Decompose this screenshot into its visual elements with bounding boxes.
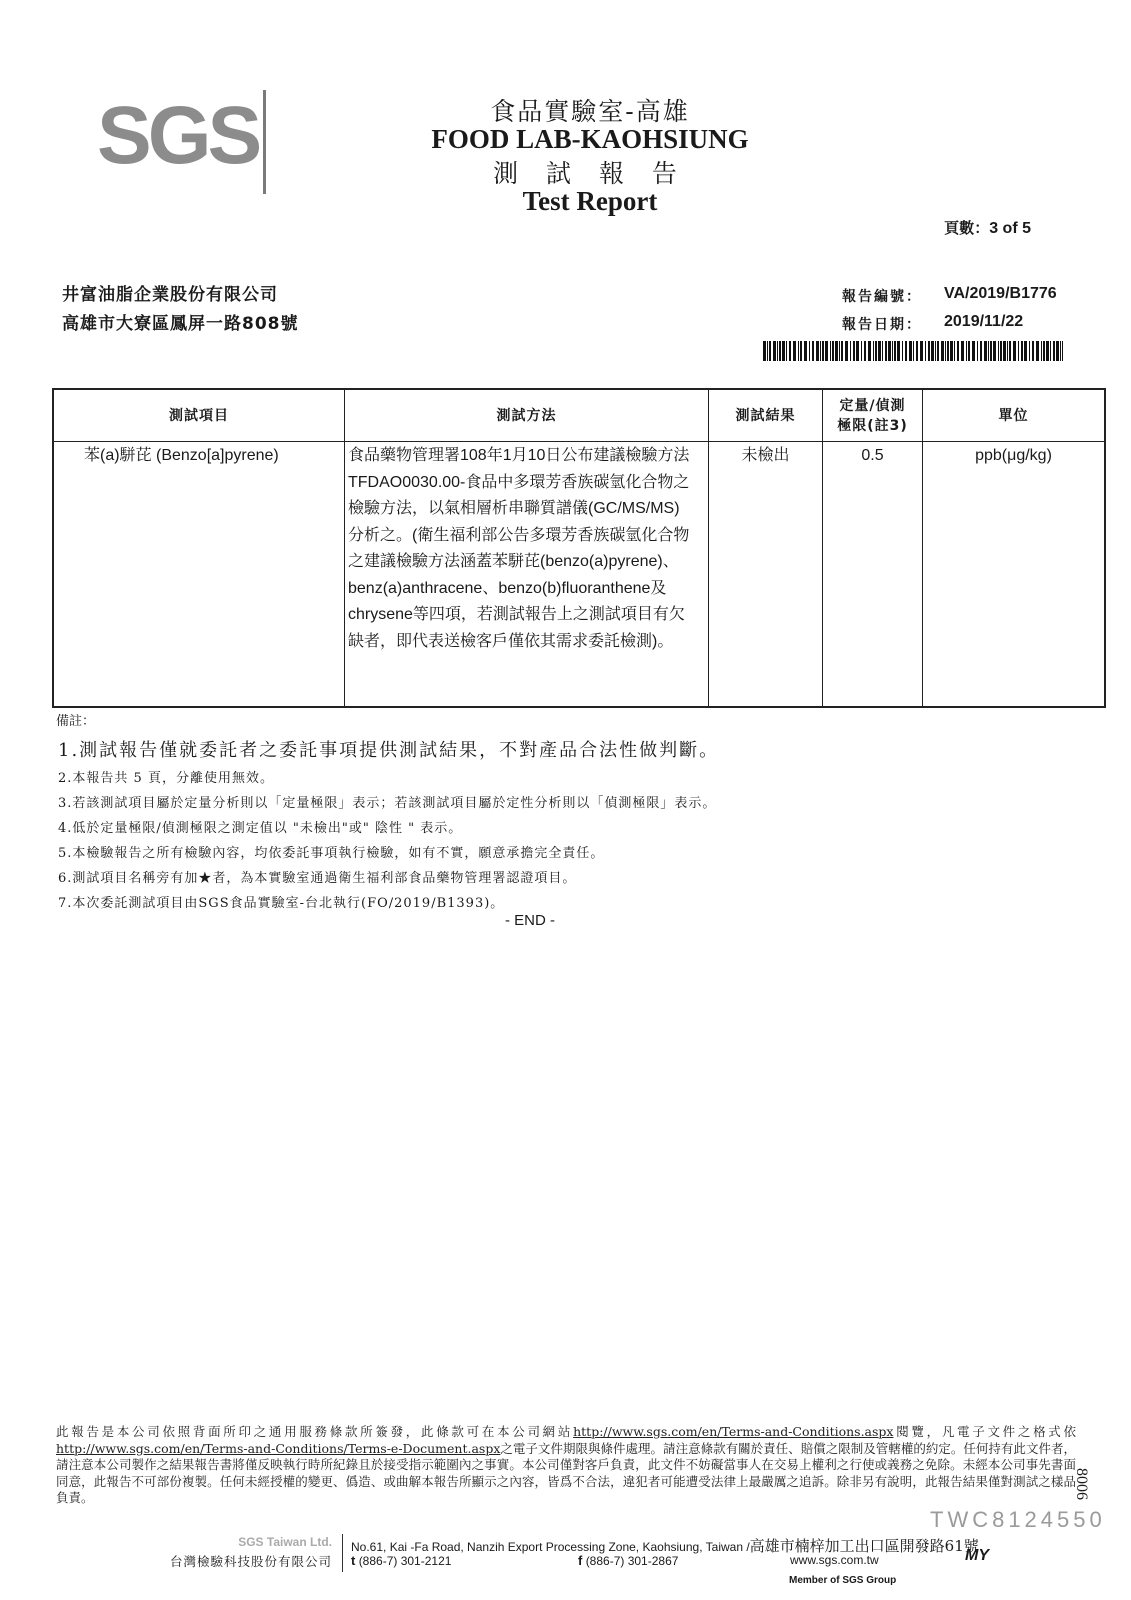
company-phone <box>351 1553 451 1568</box>
barcode-bar <box>920 341 923 361</box>
barcode-bar <box>928 341 930 361</box>
page-label: 頁數 <box>944 219 975 237</box>
header-method: 測試方法 <box>496 407 557 424</box>
barcode-bar <box>988 341 989 361</box>
barcode-bar <box>1053 341 1055 361</box>
barcode-bar <box>935 341 936 361</box>
barcode-bar <box>945 341 946 361</box>
header-result: 測試結果 <box>735 407 796 424</box>
barcode-bar <box>931 341 934 361</box>
barcode-bar <box>841 341 843 361</box>
company-fax <box>578 1553 678 1568</box>
barcode-bar <box>839 341 840 361</box>
barcode-bar <box>1050 341 1051 361</box>
barcode-bar <box>804 341 807 361</box>
cell-method <box>348 443 704 655</box>
barcode-bar <box>1032 341 1034 361</box>
barcode-bar <box>993 341 996 361</box>
barcode-bar <box>1036 341 1039 361</box>
client-name: 井富油脂企業股份有限公司 <box>62 285 278 305</box>
method-line: chrysene等四項，若測試報告上之測試項目有欠 <box>348 606 685 623</box>
barcode-bar <box>816 341 819 361</box>
barcode-bar <box>812 341 814 361</box>
method-line: 之建議檢驗方法涵蓋苯駢芘(benzo(a)pyrene)、 <box>348 553 679 570</box>
barcode <box>763 341 1063 361</box>
barcode-bar <box>800 341 802 361</box>
barcode-bar <box>853 341 855 361</box>
report-number-label: 報告編號： <box>842 289 922 305</box>
barcode-bar <box>832 341 834 361</box>
report-date-label: 報告日期： <box>842 317 922 333</box>
report-number: VA/2019/B1776 <box>944 285 1057 302</box>
cell-limit: 0.5 <box>861 447 884 464</box>
barcode-bar <box>856 341 859 361</box>
company-address-zh: 高雄市楠梓加工出口區開發路61號 <box>749 1537 979 1555</box>
header-unit: 單位 <box>998 407 1029 424</box>
terms-link[interactable]: http://www.sgs.com/en/Terms-and-Conditions.aspx <box>573 1424 894 1439</box>
barcode-bar <box>1041 341 1042 361</box>
barcode-bar <box>798 341 799 361</box>
header-limit-line2: 極限(註3) <box>837 417 908 434</box>
barcode-bar <box>1060 341 1061 361</box>
side-code: 8006 <box>1073 1468 1090 1500</box>
barcode-bar <box>947 341 949 361</box>
header-divider <box>54 441 1104 442</box>
barcode-bar <box>961 341 964 361</box>
barcode-bar <box>1003 341 1006 361</box>
barcode-bar <box>1046 341 1049 361</box>
disclaimer-part: 閱覽，凡電子文件之格式依 <box>893 1424 1076 1439</box>
lab-name-zh: 食品實驗室-高雄 <box>490 97 690 126</box>
barcode-bar <box>972 341 975 361</box>
barcode-bar <box>1000 341 1002 361</box>
company-name-zh: 台灣檢驗科技股份有限公司 <box>169 1554 332 1569</box>
method-line: benz(a)anthracene、benzo(b)fluoranthene及 <box>348 579 667 597</box>
disclaimer-part: 之電子文件期限與條件處理。請注意條款有關於責任、賠償之限制及管轄權的約定。任何持有此文件者，請注意本公司製作之結果報告書將僅反映執行時所紀錄且於接受指示範圍內之事實。本公司僅對客戶負責，此文件不妨礙當事人在交易上權利之行使或義務之免除。未經本公司事先書面同意，此報告不可部份複製。任何未經授權的變更、僞造、或曲解本報告所顯示之內容，皆爲不合法，違犯者可能遭受法律上最嚴厲之追訴。除非另有說明，此報告結果僅對測試之樣品負責。 <box>56 1440 1076 1505</box>
barcode-bar <box>894 341 896 361</box>
lab-name-en: FOOD LAB-KAOHSIUNG <box>431 124 749 154</box>
header-limit-line1: 定量/偵測 <box>839 397 906 414</box>
barcode-bar <box>909 341 912 361</box>
barcode-bar <box>977 341 978 361</box>
sgs-logo <box>97 86 277 196</box>
barcode-bar <box>830 341 831 361</box>
note-item: 4.低於定量極限/偵測極限之測定值以 "未檢出"或" 陰性 " 表示。 <box>58 821 463 836</box>
barcode-bar <box>782 341 785 361</box>
fax-number: (886-7) 301-2867 <box>585 1554 679 1568</box>
barcode-bar <box>892 341 893 361</box>
client-address: 高雄市大寮區鳳屏一路808號 <box>62 314 299 334</box>
barcode-bar <box>882 341 883 361</box>
barcode-bar <box>913 341 914 361</box>
barcode-bar <box>873 341 874 361</box>
note-item: 1.測試報告僅就委託者之委託事項提供測試結果，不對產品合法性做判斷。 <box>58 740 720 761</box>
note-item: 7.本次委託測試項目由SGS食品實驗室-台北執行(FO/2019/B1393)。 <box>58 896 505 911</box>
barcode-bar <box>968 341 970 361</box>
end-mark: - END - <box>505 912 555 929</box>
barcode-bar <box>1021 341 1023 361</box>
barcode-bar <box>916 341 918 361</box>
barcode-bar <box>885 341 887 361</box>
barcode-bar <box>902 341 903 361</box>
sgs-logo-text: SGS <box>97 90 259 181</box>
twc-code: TWC8124550 <box>930 1507 1106 1532</box>
barcode-bar <box>888 341 891 361</box>
barcode-bar <box>786 341 787 361</box>
barcode-bar <box>950 341 953 361</box>
disclaimer-part: 此報告是本公司依照背面所印之通用服務條款所簽發，此條款可在本公司網站 <box>56 1424 574 1439</box>
cell-result: 未檢出 <box>741 447 790 464</box>
method-line: 檢驗方法，以氣相層析串聯質譜儀(GC/MS/MS) <box>348 500 680 517</box>
barcode-bar <box>966 341 967 361</box>
result-table <box>52 388 1106 708</box>
company-website[interactable]: www.sgs.com.tw <box>790 1553 879 1567</box>
barcode-bar <box>905 341 907 361</box>
barcode-bar <box>937 341 939 361</box>
company-name-en: SGS Taiwan Ltd. <box>238 1535 332 1549</box>
header-limit <box>823 390 922 441</box>
phone-number: (886-7) 301-2121 <box>358 1554 452 1568</box>
barcode-bar <box>980 341 982 361</box>
barcode-bar <box>845 341 848 361</box>
report-title-zh: 測 試 報 告 <box>493 159 687 188</box>
header-item: 測試項目 <box>169 407 229 424</box>
cell-item: 苯(a)駢芘 (Benzo[a]pyrene) <box>84 447 279 464</box>
barcode-bar <box>984 341 987 361</box>
barcode-bar <box>878 341 881 361</box>
barcode-bar <box>1018 341 1019 361</box>
barcode-bar <box>779 341 781 361</box>
barcode-bar <box>769 341 771 361</box>
barcode-bar <box>809 341 810 361</box>
footer-divider <box>342 1534 343 1572</box>
barcode-bar <box>1024 341 1027 361</box>
barcode-bar <box>767 341 768 361</box>
phone-prefix: t <box>351 1553 356 1568</box>
company-address-en: No.61, Kai -Fa Road, Nanzih Export Processing Zone, Kaohsiung, Taiwan / <box>351 1540 750 1554</box>
note-item: 3.若該測試項目屬於定量分析則以「定量極限」表示；若該測試項目屬於定性分析則以「偵測極限」表示。 <box>58 796 717 811</box>
logo-bar <box>263 90 266 194</box>
handwritten-initials: MY <box>965 1547 989 1564</box>
barcode-bar <box>825 341 828 361</box>
report-title-en: Test Report <box>522 186 658 216</box>
barcode-bar <box>990 341 992 361</box>
barcode-bar <box>954 341 955 361</box>
barcode-bar <box>850 341 851 361</box>
barcode-bar <box>868 341 871 361</box>
page-number: 頁數：3 of 5 <box>944 219 1031 237</box>
barcode-bar <box>835 341 838 361</box>
barcode-bar <box>861 341 862 361</box>
barcode-bar <box>998 341 999 361</box>
page-value: 3 of 5 <box>989 220 1031 237</box>
barcode-bar <box>875 341 877 361</box>
method-line: 分析之。(衛生福利部公告多環芳香族碳氫化合物 <box>348 526 690 544</box>
barcode-bar <box>1007 341 1008 361</box>
note-item: 5.本檢驗報告之所有檢驗內容，均依委託事項執行檢驗，如有不實，願意承擔完全責任。 <box>58 846 605 861</box>
barcode-bar <box>1013 341 1016 361</box>
barcode-bar <box>1062 341 1063 361</box>
cell-unit: ppb(μg/kg) <box>975 447 1052 464</box>
barcode-bar <box>763 341 766 361</box>
method-line: TFDAO0030.00-食品中多環芳香族碳氫化合物之 <box>348 473 690 491</box>
report-date: 2019/11/22 <box>944 313 1024 330</box>
note-item: 6.測試項目名稱旁有加★者，為本實驗室通過衛生福利部食品藥物管理署認證項目。 <box>58 871 577 886</box>
note-item: 2.本報告共 5 頁，分離使用無效。 <box>58 771 274 786</box>
barcode-bar <box>897 341 900 361</box>
barcode-bar <box>793 341 796 361</box>
method-line: 食品藥物管理署108年1月10日公布建議檢驗方法 <box>348 447 690 464</box>
method-line: 缺者，即代表送檢客戶僅依其需求委託檢測)。 <box>348 632 674 650</box>
terms-e-document-link[interactable]: http://www.sgs.com/en/Terms-and-Conditions/Terms-e-Document.aspx <box>56 1440 501 1456</box>
barcode-bar <box>925 341 926 361</box>
barcode-bar <box>820 341 821 361</box>
barcode-bar <box>789 341 791 361</box>
barcode-bar <box>864 341 866 361</box>
barcode-bar <box>1009 341 1011 361</box>
barcode-bar <box>1029 341 1030 361</box>
barcode-bar <box>777 341 778 361</box>
barcode-bar <box>773 341 776 361</box>
member-of-sgs: Member of SGS Group <box>789 1575 897 1586</box>
barcode-bar <box>1043 341 1045 361</box>
barcode-bar <box>1056 341 1059 361</box>
barcode-bar <box>957 341 959 361</box>
notes-label: 備註： <box>56 714 96 729</box>
disclaimer <box>56 1424 1076 1507</box>
barcode-bar <box>941 341 944 361</box>
fax-prefix: f <box>578 1553 583 1568</box>
barcode-bar <box>822 341 824 361</box>
